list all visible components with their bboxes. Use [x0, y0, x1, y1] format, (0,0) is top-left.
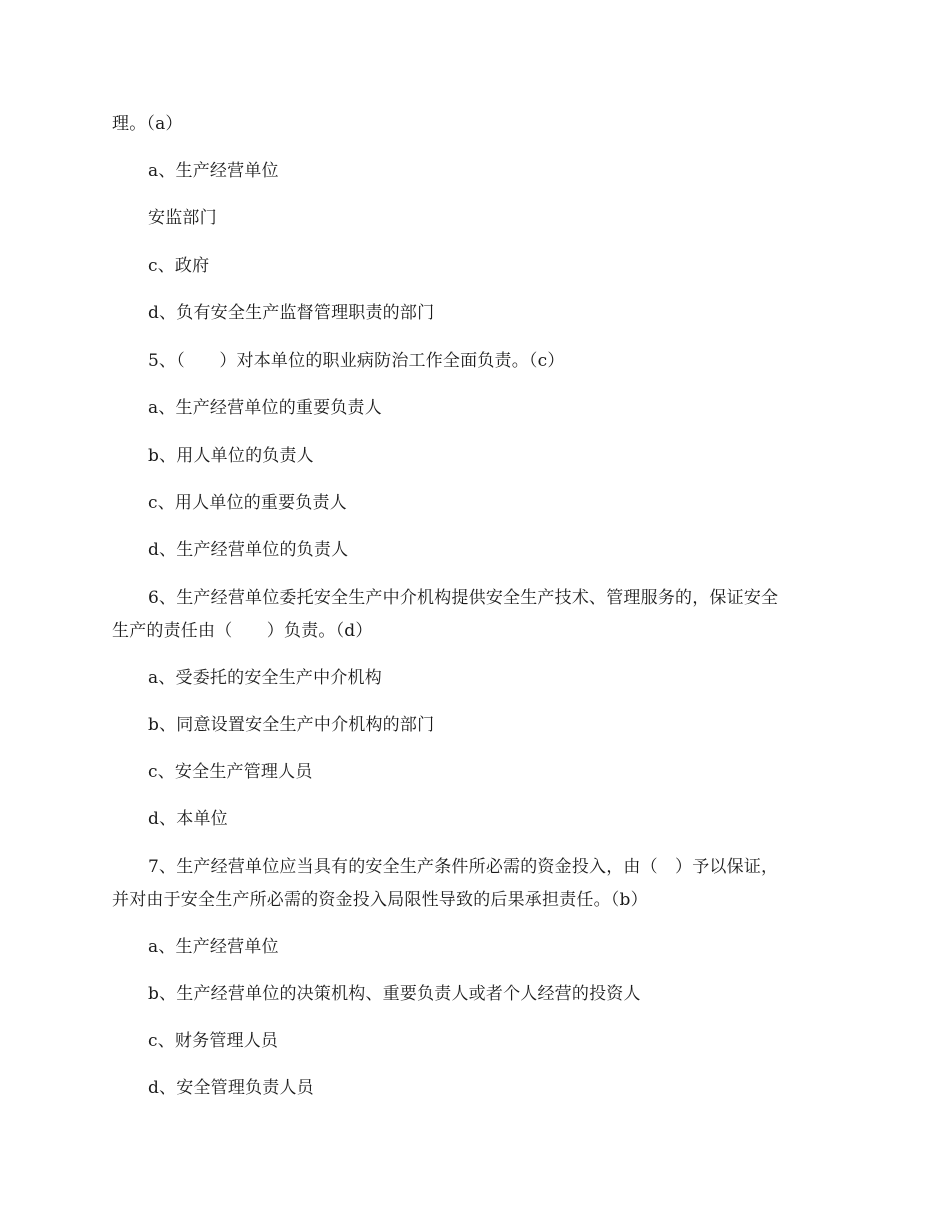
text-line: d、本单位	[148, 809, 228, 829]
text-line: a、生产经营单位	[148, 937, 279, 957]
text-line: 6、生产经营单位委托安全生产中介机构提供安全生产技术、管理服务的，保证安全	[148, 588, 779, 608]
text-line: 理。（a）	[112, 114, 183, 134]
text-line: d、生产经营单位的负责人	[148, 540, 349, 560]
text-line: b、同意设置安全生产中介机构的部门	[148, 715, 435, 735]
text-line: a、生产经营单位的重要负责人	[148, 398, 382, 418]
text-line: c、用人单位的重要负责人	[148, 493, 347, 513]
text-line: 并对由于安全生产所必需的资金投入局限性导致的后果承担责任。（b）	[112, 890, 648, 910]
text-line: a、受委托的安全生产中介机构	[148, 668, 382, 688]
text-line: d、负有安全生产监督管理职责的部门	[148, 303, 435, 323]
text-line: c、安全生产管理人员	[148, 762, 313, 782]
text-line: 5、（ ）对本单位的职业病防治工作全面负责。（c）	[148, 351, 565, 371]
text-line: a、生产经营单位	[148, 161, 279, 181]
text-line: c、政府	[148, 256, 210, 276]
text-line: c、财务管理人员	[148, 1031, 279, 1051]
text-line: d、安全管理负责人员	[148, 1078, 314, 1098]
text-line: b、生产经营单位的决策机构、重要负责人或者个人经营的投资人	[148, 984, 641, 1004]
text-line: 安监部门	[148, 208, 217, 228]
text-line: b、用人单位的负责人	[148, 446, 314, 466]
text-line: 7、生产经营单位应当具有的安全生产条件所必需的资金投入，由（ ）予以保证，	[148, 857, 779, 877]
text-line: 生产的责任由（ ）负责。（d）	[112, 621, 373, 641]
